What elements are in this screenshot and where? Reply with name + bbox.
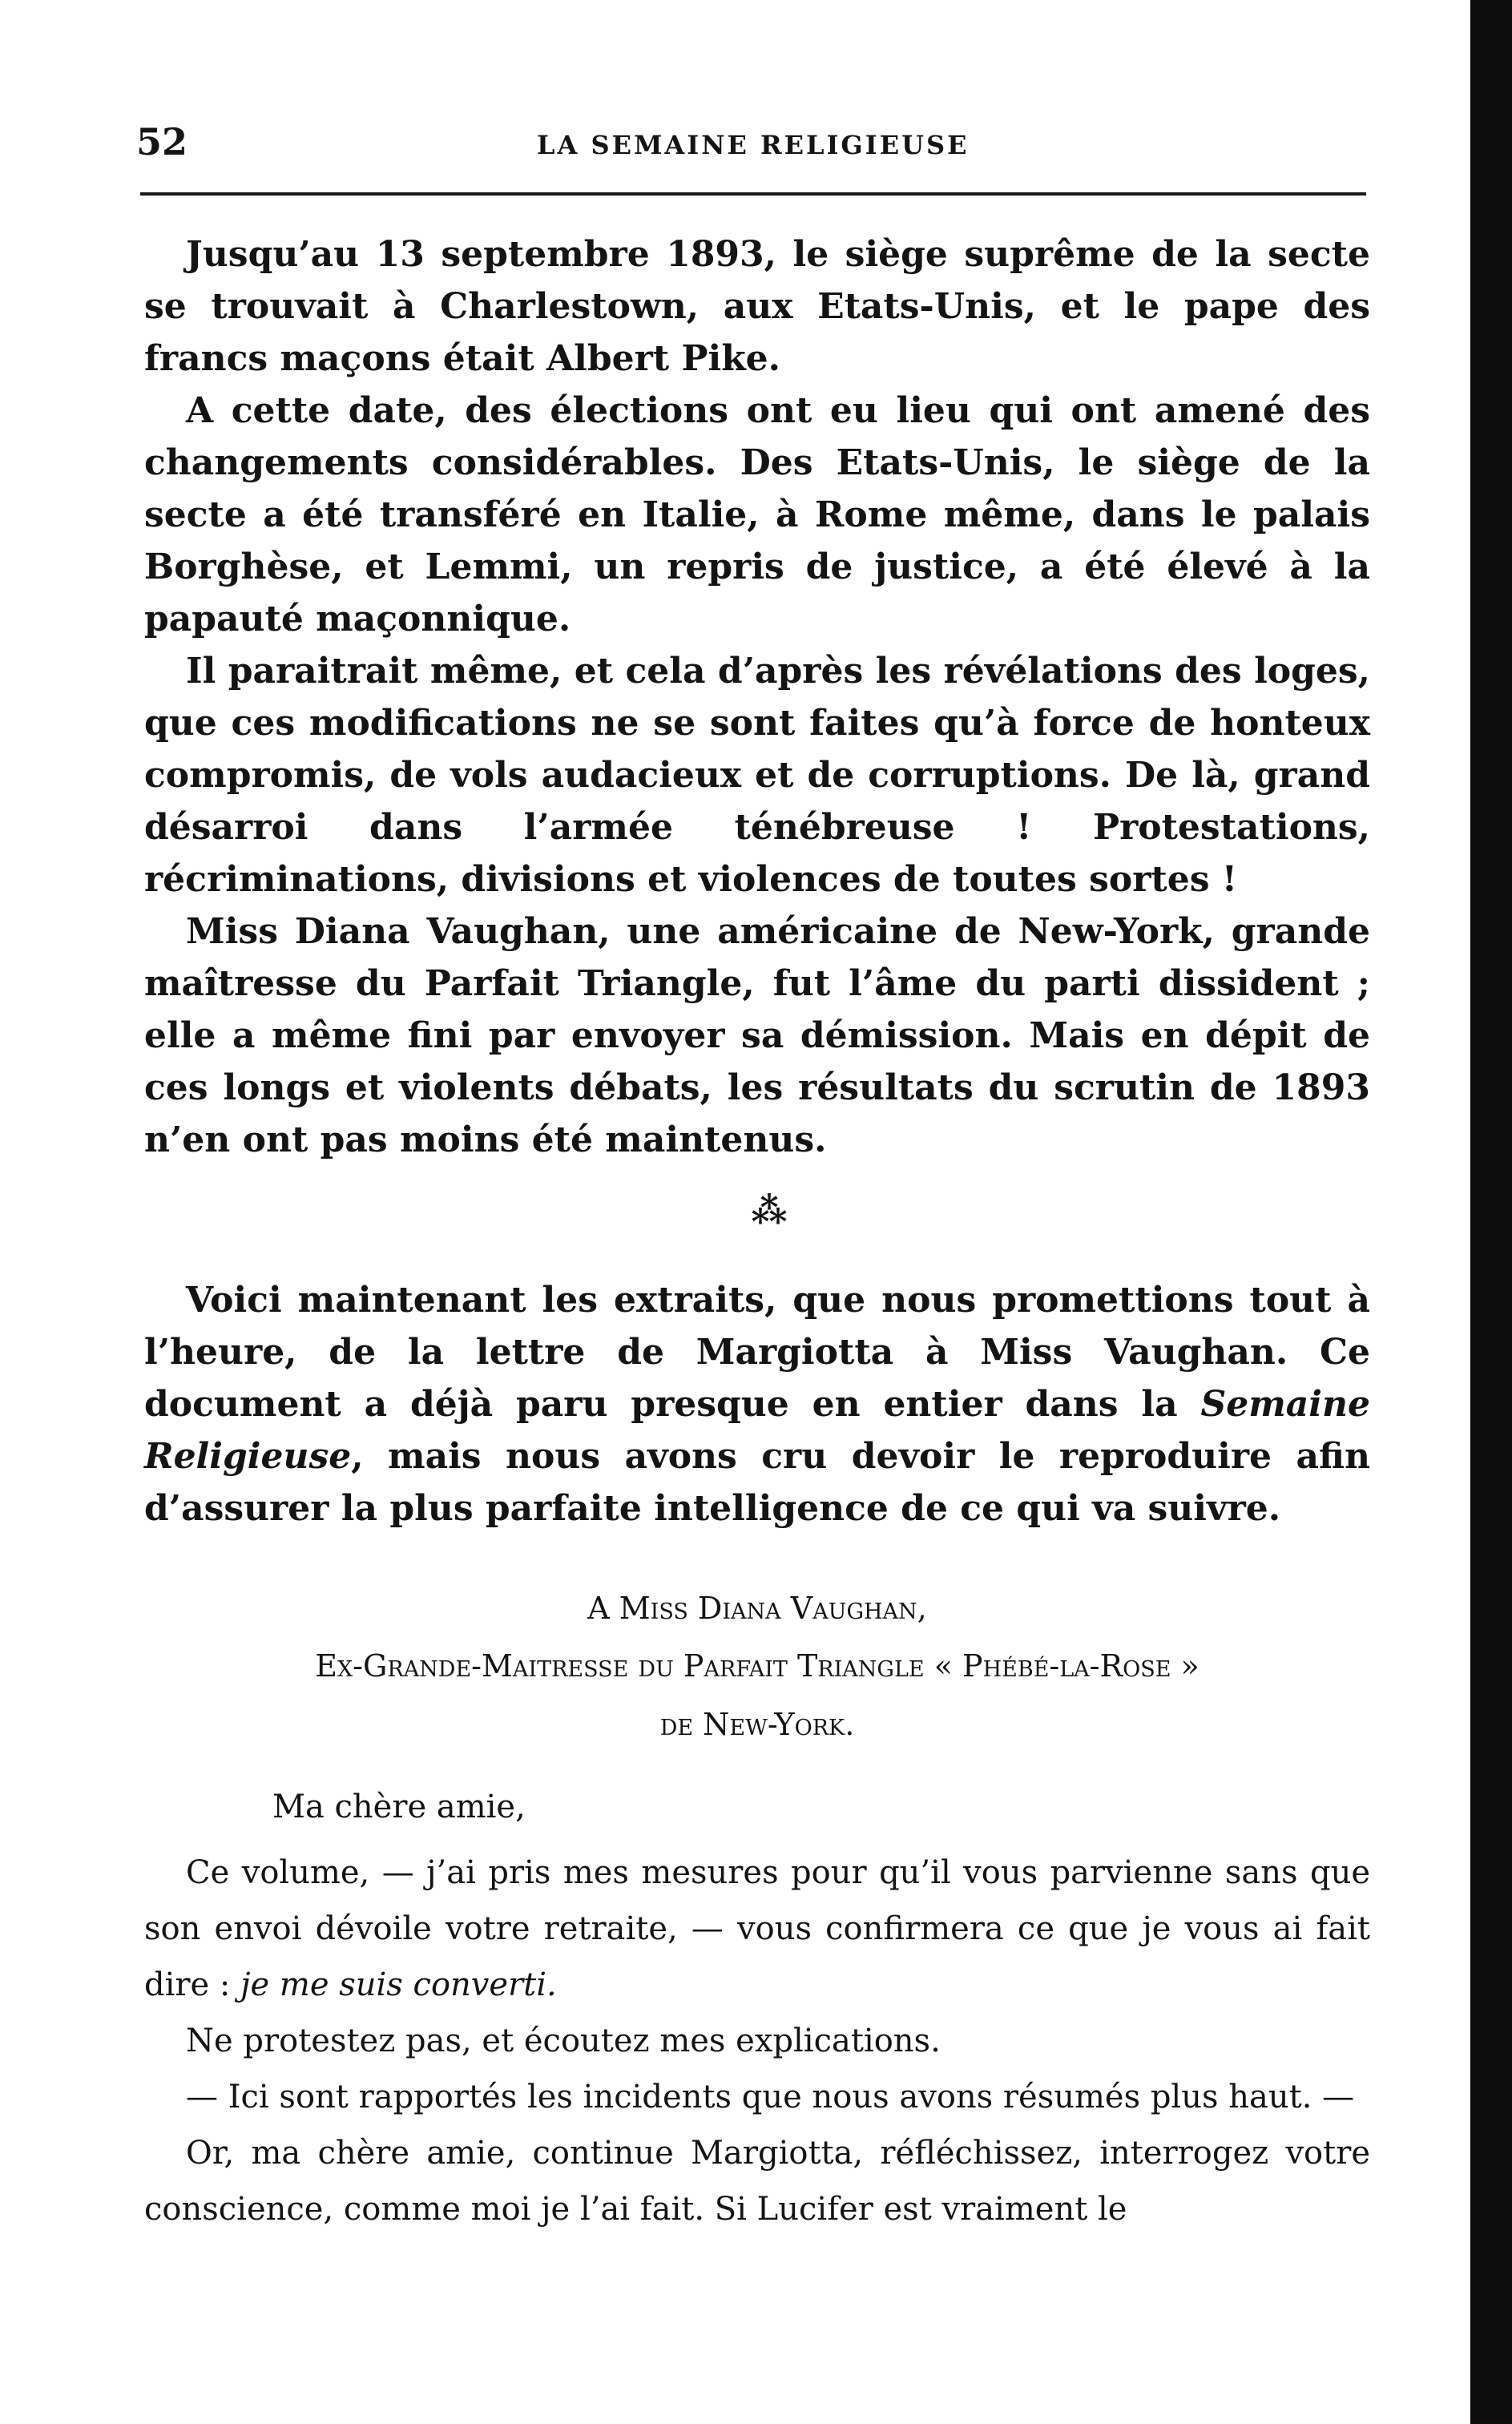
- paragraph-revelations: Il paraitrait même, et cela d’après les révélations des loges, que ces modifications ne se sont faites qu’à force de honteux compromis, de vols audacieux et de corruptions. De là, grand désarroi dans l’armée ténébreuse ! Protestations, récriminations, divisions et violences de toutes sortes !: [144, 651, 1370, 900]
- letter-salutation: Ma chère amie,: [272, 1789, 526, 1825]
- page-number: 52: [136, 120, 188, 163]
- page-edge-shadow: [1470, 0, 1512, 2424]
- paragraph-extraits: [144, 1274, 1370, 1535]
- paragraph-diana-vaughan: Miss Diana Vaughan, une américaine de New-York, grande maîtresse du Parfait Triangle, fut l’âme du parti dissident ; elle a même fini par envoyer sa démission. Mais en dépit de ces longs et violents débats, les résultats du scrutin de 1893 n’en ont pas moins été maintenus.: [144, 911, 1370, 1160]
- extraits-text-start: Voici maintenant les extraits, que nous promettions tout à l’heure, de la lettre de Margiotta à Miss Vaughan. Ce document a déjà paru presque en entier dans la: [144, 1280, 1370, 1425]
- letter-body: [144, 1779, 1370, 2237]
- letter-paragraph-conscience: Or, ma chère amie, continue Margiotta, réfléchissez, interrogez votre conscience, comme moi je l’ai fait. Si Lucifer est vraiment le: [144, 2135, 1370, 2228]
- publication-title: Semaine Religieuse: [144, 1384, 1370, 1477]
- letter-paragraph-incidents: — Ici sont rapportés les incidents que nous avons résumés plus haut. —: [186, 2079, 1355, 2115]
- extraits-text-end: , mais nous avons cru devoir le reproduire afin d’assurer la plus parfaite intelligence de ce qui va suivre.: [144, 1436, 1370, 1529]
- page-header: [136, 120, 1374, 176]
- paragraph-siege: Jusqu’au 13 septembre 1893, le siège suprême de la secte se trouvait à Charlestown, aux Etats-Unis, et le pape des francs maçons était Albert Pike.: [144, 234, 1370, 379]
- address-line-2: Ex-Grande-Maitresse du Parfait Triangle « Phébé-la-Rose »: [315, 1648, 1200, 1684]
- letter-converti: je me suis converti.: [240, 1966, 557, 2003]
- letter-volume-text: Ce volume, — j’ai pris mes mesures pour qu’il vous parvienne sans que son envoi dévoile votre retraite, — vous confirmera ce que je vous ai fait dire :: [144, 1854, 1370, 2003]
- paragraph-elections: A cette date, des élections ont eu lieu qui ont amené des changements considérables. Des Etats-Unis, le siège de la secte a été transféré en Italie, à Rome même, dans le palais Borghèse, et Lemmi, un repris de justice, a été élevé à la papauté maçonnique.: [144, 390, 1370, 639]
- upper-body: [144, 228, 1370, 1166]
- running-head: LA SEMAINE RELIGIEUSE: [537, 130, 970, 160]
- header-rule: [140, 192, 1366, 196]
- asterism-divider: ⁂: [751, 1191, 788, 1232]
- letter-paragraph-volume: [144, 1845, 1370, 2013]
- letter-paragraph-protestez: Ne protestez pas, et écoutez mes explications.: [186, 2023, 941, 2059]
- address-line-3: de New-York.: [659, 1707, 855, 1742]
- address-line-1: A Miss Diana Vaughan,: [587, 1591, 927, 1626]
- middle-body: [144, 1274, 1370, 1535]
